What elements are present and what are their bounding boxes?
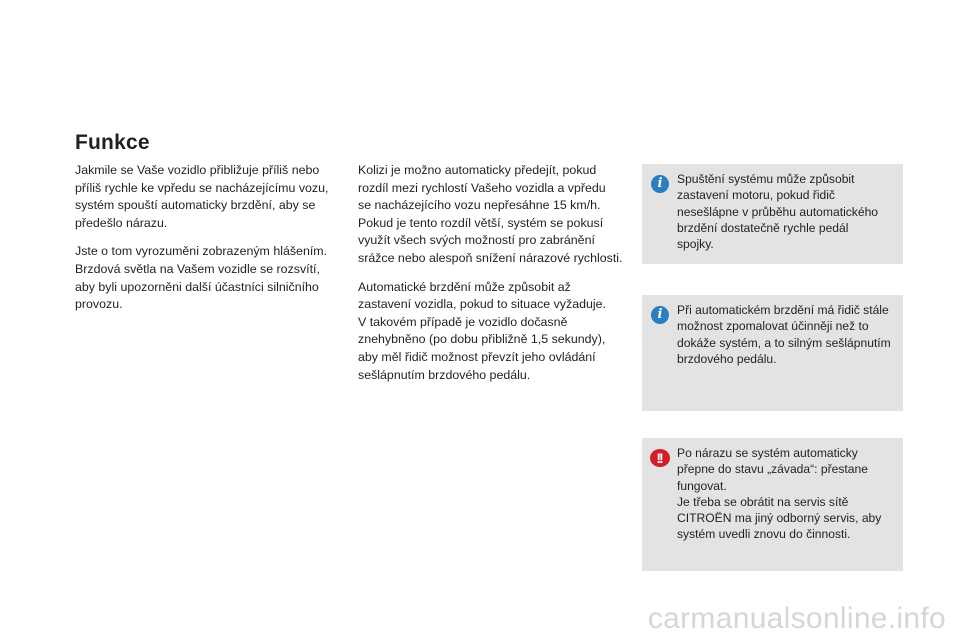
paragraph: Jste o tom vyrozuměni zobrazeným hlášením. Brzdová světla na Vašem vozidle se rozsvítí, aby byli upozorněni další účastníci silničního provozu. bbox=[75, 244, 328, 312]
info-note-box bbox=[642, 295, 903, 411]
warning-icon: !! bbox=[650, 449, 670, 467]
note-text: Při automatickém brzdění má řidič stále možnost zpomalovat účinněji než to dokáže systém, a to silným sešlápnutím brzdového pedálu. bbox=[677, 303, 891, 366]
paragraph: Automatické brzdění může způsobit až zastavení vozidla, pokud to situace vyžaduje. V takovém případě je vozidlo dočasně znehybněno (po dobu přibližně 1,5 sekundy), aby měl řidič možnost převzít jeho ovládání sešlápnutím brzdového pedálu. bbox=[358, 279, 606, 382]
info-icon: i bbox=[651, 175, 669, 193]
info-icon: i bbox=[651, 306, 669, 324]
watermark: carmanualsonline.info bbox=[647, 602, 946, 635]
text-column-middle bbox=[358, 162, 628, 395]
note-text: Spuštění systému může způsobit zastavení motoru, pokud řidič nesešlápne v průběhu automatického brzdění dostatečně rychle pedál spojky. bbox=[677, 172, 879, 252]
warning-note-box bbox=[642, 438, 903, 571]
text-column-left bbox=[75, 162, 350, 325]
paragraph: Jakmile se Vaše vozidlo přibližuje příliš nebo příliš rychle ke vpředu se nacházejícímu vozu, systém spouští automaticky brzdění, aby se předešlo nárazu. bbox=[75, 163, 329, 230]
paragraph: Kolizi je možno automaticky předejít, pokud rozdíl mezi rychlostí Vašeho vozidla a vpředu se nacházejícího vozu nepřesáhne 15 km/h. Pokud je tento rozdíl větší, systém se pokusí využít všech svých možností pro zabránění srážce nebo alespoň snížení nárazové rychlosti. bbox=[358, 163, 623, 265]
note-text: Po nárazu se systém automaticky přepne do stavu „závada“: přestane fungovat. Je třeba se obrátit na servis sítě CITROËN ma jiný odborný servis, aby systém uvedli znovu do činnosti. bbox=[677, 446, 882, 542]
info-note-box bbox=[642, 164, 903, 264]
page-title: Funkce bbox=[75, 131, 150, 154]
